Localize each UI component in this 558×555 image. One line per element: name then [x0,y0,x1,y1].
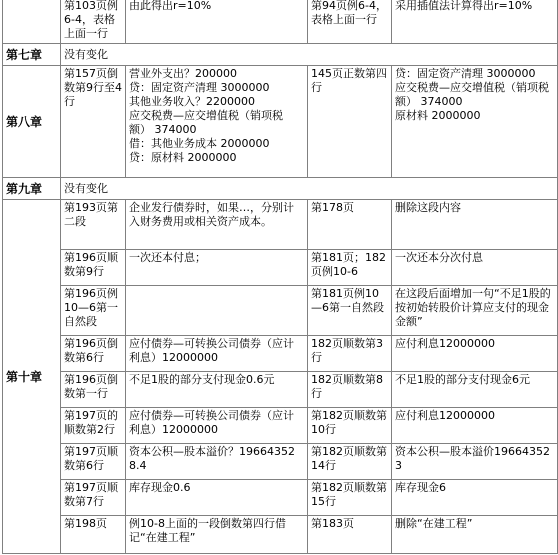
table-row [3,0,558,44]
corrected-text: 不足1股的部分支付现金6元 [392,372,558,408]
chapter-label: 第七章 [3,44,61,66]
chapter-note: 没有变化 [61,44,558,66]
original-text: 资本公积—股本溢价？196643528.4 [126,444,308,480]
original-location: 第196页倒数第6行 [61,336,126,372]
original-text [126,286,308,336]
original-text: 由此得出r=10% [126,0,308,44]
corrected-text: 采用插值法计算得出r=10% [392,0,558,44]
original-location: 第197页顺数第7行 [61,480,126,516]
new-location: 第182页顺数第10行 [308,408,392,444]
table-row [3,286,558,336]
original-location: 第196页顺数第9行 [61,250,126,286]
corrected-text: 应付利息12000000 [392,408,558,444]
new-location: 182页顺数第8行 [308,372,392,408]
chapter-note: 没有变化 [61,178,558,200]
new-location: 第182页顺数第15行 [308,480,392,516]
original-location: 第197页顺数第6行 [61,444,126,480]
chapter-row [3,178,558,200]
table-row [3,444,558,480]
original-text: 不足1股的部分支付现金0.6元 [126,372,308,408]
table-row [3,408,558,444]
corrected-text: 在这段后面增加一句“不足1股的按初始转股价计算应支付的现金金额” [392,286,558,336]
corrected-text: 删除“在建工程” [392,516,558,554]
chapter-label: 第九章 [3,178,61,200]
original-location: 第197页的顺数第2行 [61,408,126,444]
original-text: 例10-8上面的一段倒数第四行借记“在建工程” [126,516,308,554]
new-location: 182页顺数第3行 [308,336,392,372]
original-text: 库存现金0.6 [126,480,308,516]
table-row [3,66,558,178]
new-location: 第182页顺数第14行 [308,444,392,480]
table-row [3,516,558,554]
new-location: 第178页 [308,200,392,250]
original-location: 第103页例6-4，表格上面一行 [61,0,126,44]
corrected-text: 资本公积—股本溢价196643523 [392,444,558,480]
original-text: 应付债券—可转换公司债券（应计利息）12000000 [126,408,308,444]
corrected-text: 一次还本分次付息 [392,250,558,286]
corrected-text: 应付利息12000000 [392,336,558,372]
table-row [3,250,558,286]
original-location: 第157页倒数第9行至4行 [61,66,126,178]
table-row [3,372,558,408]
corrected-text: 库存现金6 [392,480,558,516]
chapter-row [3,44,558,66]
new-location: 第181页；182页例10-6 [308,250,392,286]
new-location: 第94页例6-4，表格上面一行 [308,0,392,44]
original-text: 营业外支出？200000 贷：固定资产清理 3000000 其他业务收入？2200000 应交税费—应交增值税（销项税额） 374000 借：其他业务成本 2000000 贷：原材料 2000000 [126,66,308,178]
original-location: 第196页例10—6第一自然段 [61,286,126,336]
corrected-text: 删除这段内容 [392,200,558,250]
new-location: 145页正数第四行 [308,66,392,178]
errata-table [2,0,558,554]
original-text: 一次还本付息； [126,250,308,286]
table-row [3,336,558,372]
new-location: 第181页例10—6第一自然段 [308,286,392,336]
corrected-text: 贷：固定资产清理 3000000 应交税费—应交增值税（销项税额） 374000 原材料 2000000 [392,66,558,178]
chapter-label: 第八章 [3,66,61,178]
table-row [3,200,558,250]
original-text: 应付债券—可转换公司债券（应计利息）12000000 [126,336,308,372]
original-text: 企业发行债券时，如果…，分别计入财务费用或相关资产成本。 [126,200,308,250]
new-location: 第183页 [308,516,392,554]
chapter-label: 第十章 [3,200,61,554]
table-row [3,480,558,516]
chapter-cell [3,0,61,44]
original-location: 第198页 [61,516,126,554]
original-location: 第193页第二段 [61,200,126,250]
original-location: 第196页倒数第一行 [61,372,126,408]
